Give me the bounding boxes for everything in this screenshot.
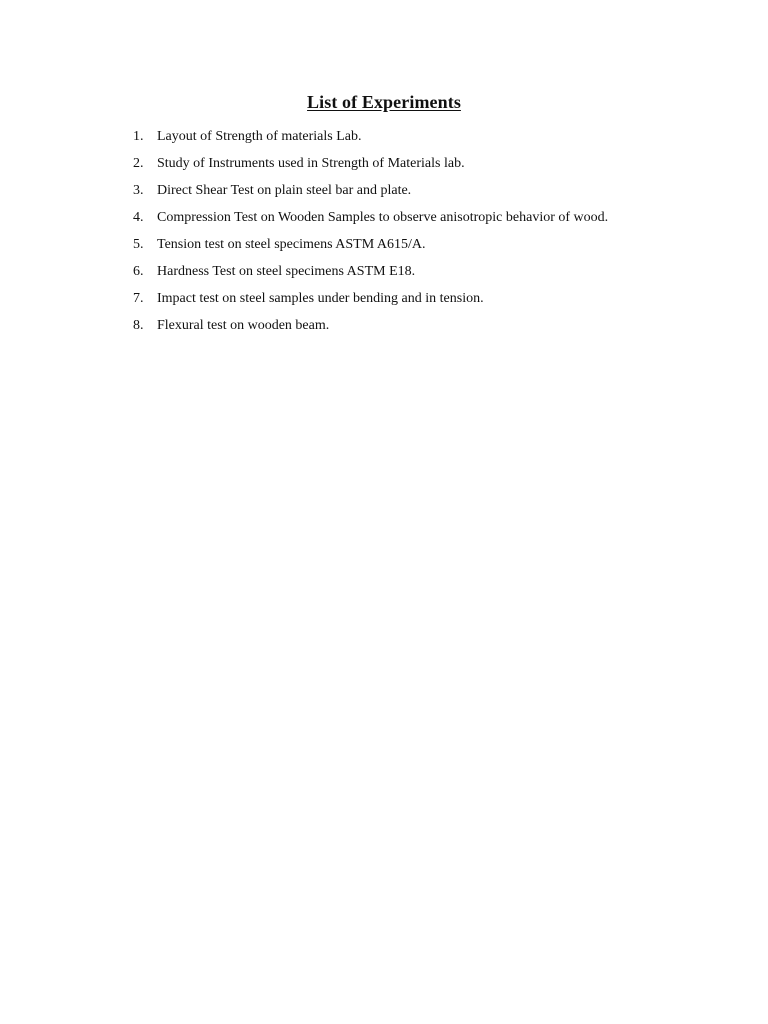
list-item-text: Tension test on steel specimens ASTM A615/A. xyxy=(157,237,426,252)
list-item-number: 4. xyxy=(133,210,144,225)
list-item xyxy=(133,262,733,289)
list-item xyxy=(133,316,733,343)
list-item-number: 8. xyxy=(133,318,144,333)
list-item xyxy=(133,181,733,208)
list-item-text: Compression Test on Wooden Samples to observe anisotropic behavior of wood. xyxy=(157,210,609,225)
list-item-text: Impact test on steel samples under bending and in tension. xyxy=(157,291,484,306)
list-item-number: 7. xyxy=(133,291,144,306)
list-item-number: 2. xyxy=(133,156,144,171)
experiment-list xyxy=(133,127,733,343)
list-item xyxy=(133,208,733,235)
list-item-number: 6. xyxy=(133,264,144,279)
list-item xyxy=(133,127,733,154)
list-item-number: 1. xyxy=(133,129,144,144)
list-item-number: 5. xyxy=(133,237,144,252)
list-item xyxy=(133,235,733,262)
page-title: List of Experiments xyxy=(307,92,461,112)
list-item xyxy=(133,154,733,181)
list-item-text: Layout of Strength of materials Lab. xyxy=(157,129,362,144)
list-item-text: Study of Instruments used in Strength of Materials lab. xyxy=(157,156,465,171)
list-item-text: Hardness Test on steel specimens ASTM E18. xyxy=(157,264,416,279)
list-item xyxy=(133,289,733,316)
list-item-text: Direct Shear Test on plain steel bar and plate. xyxy=(157,183,412,198)
list-item-text: Flexural test on wooden beam. xyxy=(157,318,330,333)
list-item-number: 3. xyxy=(133,183,144,198)
